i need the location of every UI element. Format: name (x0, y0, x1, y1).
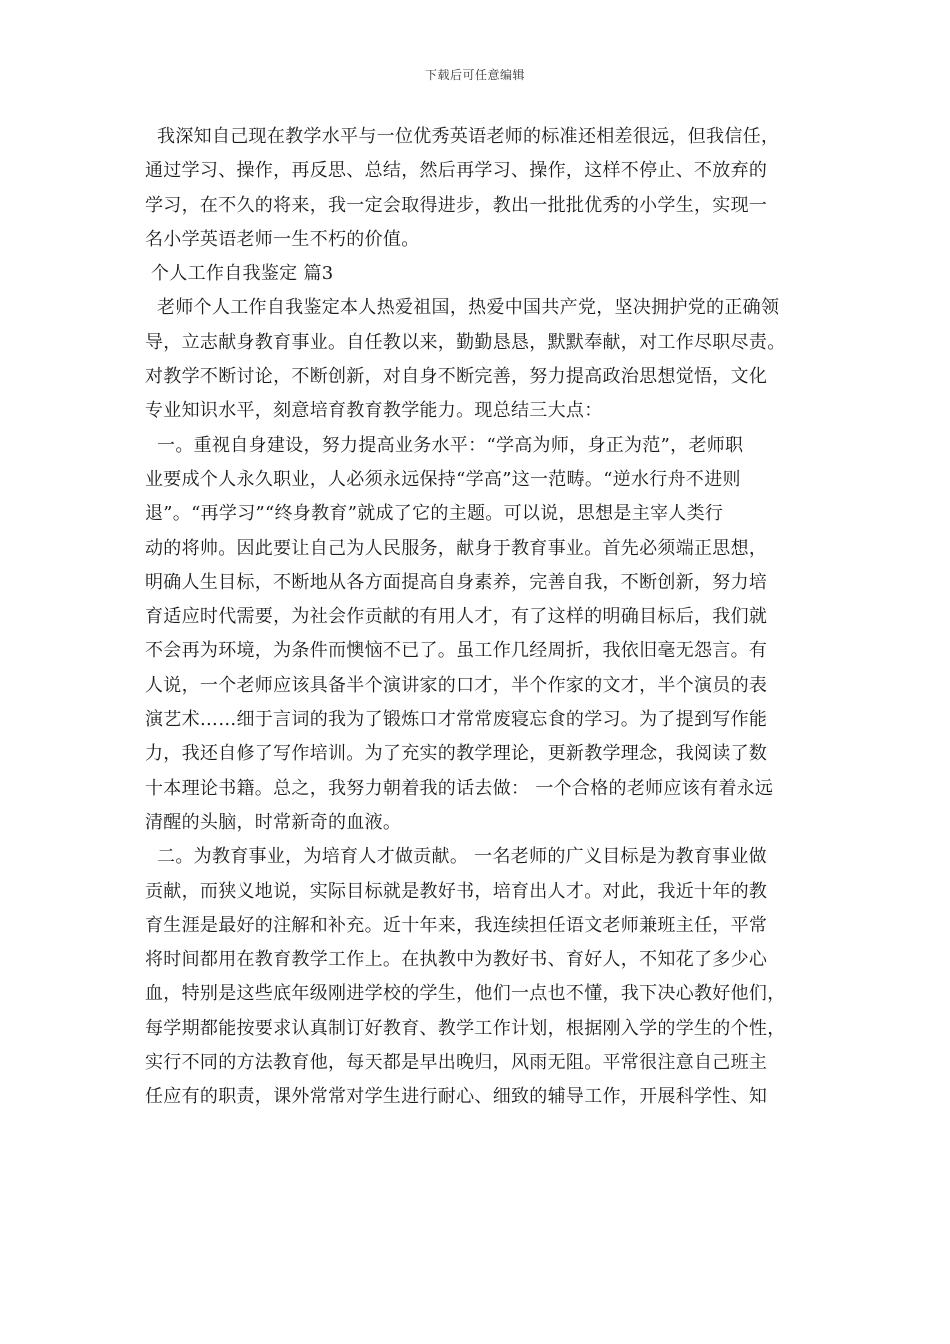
text-line: 清醒的头脑，时常新奇的血液。 (145, 811, 402, 833)
text-line: 明确人生目标，不断地从各方面提高自身素养，完善自我，不断创新，努力培 (145, 571, 768, 593)
text-line: 血，特别是这些底年级刚进学校的学生，他们一点也不懂，我下决心教好他们， (145, 983, 786, 1005)
text-line: 名小学英语老师一生不朽的价值。 (145, 228, 420, 250)
text-line: 二。为教育事业，为培育人才做贡献。 一名老师的广义目标是为教育事业做 (145, 846, 767, 868)
text-line: 我深知自己现在教学水平与一位优秀英语老师的标准还相差很远，但我信任， (145, 126, 780, 147)
text-line: 实行不同的方法教育他，每天都是早出晚归，风雨无阻。平常很注意自己班主 (145, 1052, 768, 1074)
text-line: 人说，一个老师应该具备半个演讲家的口才，半个作家的文才，半个演员的表 (145, 674, 768, 696)
text-line: 贡献，而狭义地说，实际目标就是教好书，培育出人才。对此，我近十年的教 (145, 880, 768, 902)
text-line: 动的将帅。因此要让自己为人民服务，献身于教育事业。首先必须端正思想， (145, 537, 768, 559)
text-line: 一。重视自身建设，努力提高业务水平：“学高为师，身正为范”，老师职 (145, 434, 744, 456)
document-body (145, 120, 825, 1115)
text-line: 育生涯是最好的注解和补充。近十年来，我连续担任语文老师兼班主任，平常 (145, 914, 768, 936)
text-line: 通过学习、操作，再反思、总结，然后再学习、操作，这样不停止、不放弃的 (145, 160, 768, 182)
text-line: 导，立志献身教育事业。自任教以来，勤勤恳恳，默默奉献，对工作尽职尽责。 (145, 331, 786, 353)
text-line: 任应有的职责，课外常常对学生进行耐心、细致的辅导工作，开展科学性、知 (145, 1086, 768, 1108)
text-line: 育适应时代需要，为社会作贡献的有用人才，有了这样的明确目标后，我们就 (145, 606, 768, 628)
text-line: 学习，在不久的将来，我一定会取得进步，教出一批批优秀的小学生，实现一 (145, 194, 768, 216)
text-line: 对教学不断讨论，不断创新，对自身不断完善，努力提高政治思想觉悟，文化 (145, 366, 768, 388)
text-line: 演艺术……细于言词的我为了锻炼口才常常废寝忘食的学习。为了提到写作能 (145, 709, 768, 731)
text-line: 业要成个人永久职业，人必须永远保持“学高”这一范畴。“逆水行舟不进则 (145, 468, 741, 490)
text-line: 不会再为环境，为条件而懊恼不已了。虽工作几经周折，我依旧毫无怨言。有 (145, 640, 768, 662)
text-line: 力，我还自修了写作培训。为了充实的教学理论，更新教学理念，我阅读了数 (145, 743, 768, 765)
page-header: 下载后可任意编辑 (424, 68, 525, 82)
text-line: 每学期都能按要求认真制订好教育、教学工作计划，根据刚入学的学生的个性， (145, 1017, 786, 1039)
text-line: 老师个人工作自我鉴定本人热爱祖国，热爱中国共产党，坚决拥护党的正确领 (145, 297, 780, 319)
text-line: 专业知识水平，刻意培育教育教学能力。现总结三大点： (145, 400, 603, 422)
text-line: 将时间都用在教育教学工作上。在执教中为教好书、育好人，不知花了多少心 (145, 949, 768, 971)
text-line: 退”。“再学习”“终身教育”就成了它的主题。可以说，思想是主宰人类行 (145, 503, 724, 525)
text-line: 十本理论书籍。总之，我努力朝着我的话去做： 一个合格的老师应该有着永远 (145, 777, 774, 799)
section-heading: 个人工作自我鉴定 篇3 (145, 263, 334, 285)
